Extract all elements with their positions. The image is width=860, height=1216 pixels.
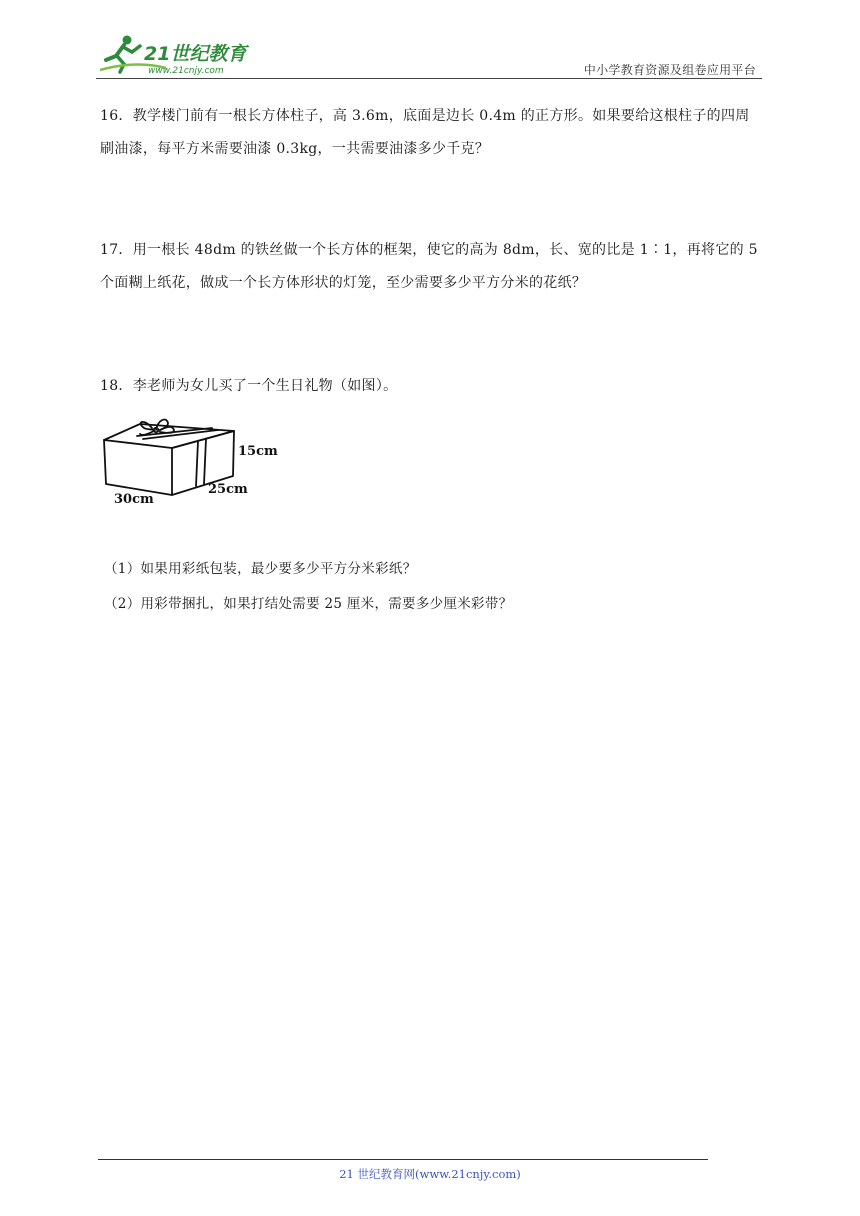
question-line: 16．教学楼门前有一根长方体柱子，高 3.6m，底面是边长 0.4m 的正方形。如果要给这根柱子的四周 [100,108,750,124]
height-label: 15cm [238,444,278,459]
question-18 [100,370,766,403]
logo-url-text: www.21cnjy.com [148,66,224,76]
question-line: 刷油漆，每平方米需要油漆 0.3kg，一共需要油漆多少千克？ [100,141,490,157]
question-17 [100,234,766,300]
logo-text: 21世纪教育 [144,43,247,65]
question-line: 17．用一根长 48dm 的铁丝做一个长方体的框架，使它的高为 8dm，长、宽的比是 1∶1，再将它的 5 [100,242,758,258]
header-divider [96,78,762,79]
logo-21cnjy [96,30,266,76]
header-platform-text: 中小学教育资源及组卷应用平台 [583,63,756,77]
subquestion-2: （2）用彩带捆扎，如果打结处需要 25 厘米，需要多少厘米彩带？ [104,596,513,612]
question-line: 18．李老师为女儿买了一个生日礼物（如图）。 [100,378,398,394]
question-16 [100,100,766,166]
subquestion-1: （1）如果用彩纸包装，最少要多少平方分米彩纸？ [104,561,417,577]
length-label: 30cm [114,492,154,507]
gift-box-figure [100,414,290,514]
footer-link[interactable]: 21 世纪教育网(www.21cnjy.com) [339,1167,521,1181]
footer-divider [98,1159,708,1160]
width-label: 25cm [208,482,248,497]
question-line: 个面糊上纸花，做成一个长方体形状的灯笼，至少需要多少平方分米的花纸？ [100,275,587,291]
page-header [96,30,762,80]
